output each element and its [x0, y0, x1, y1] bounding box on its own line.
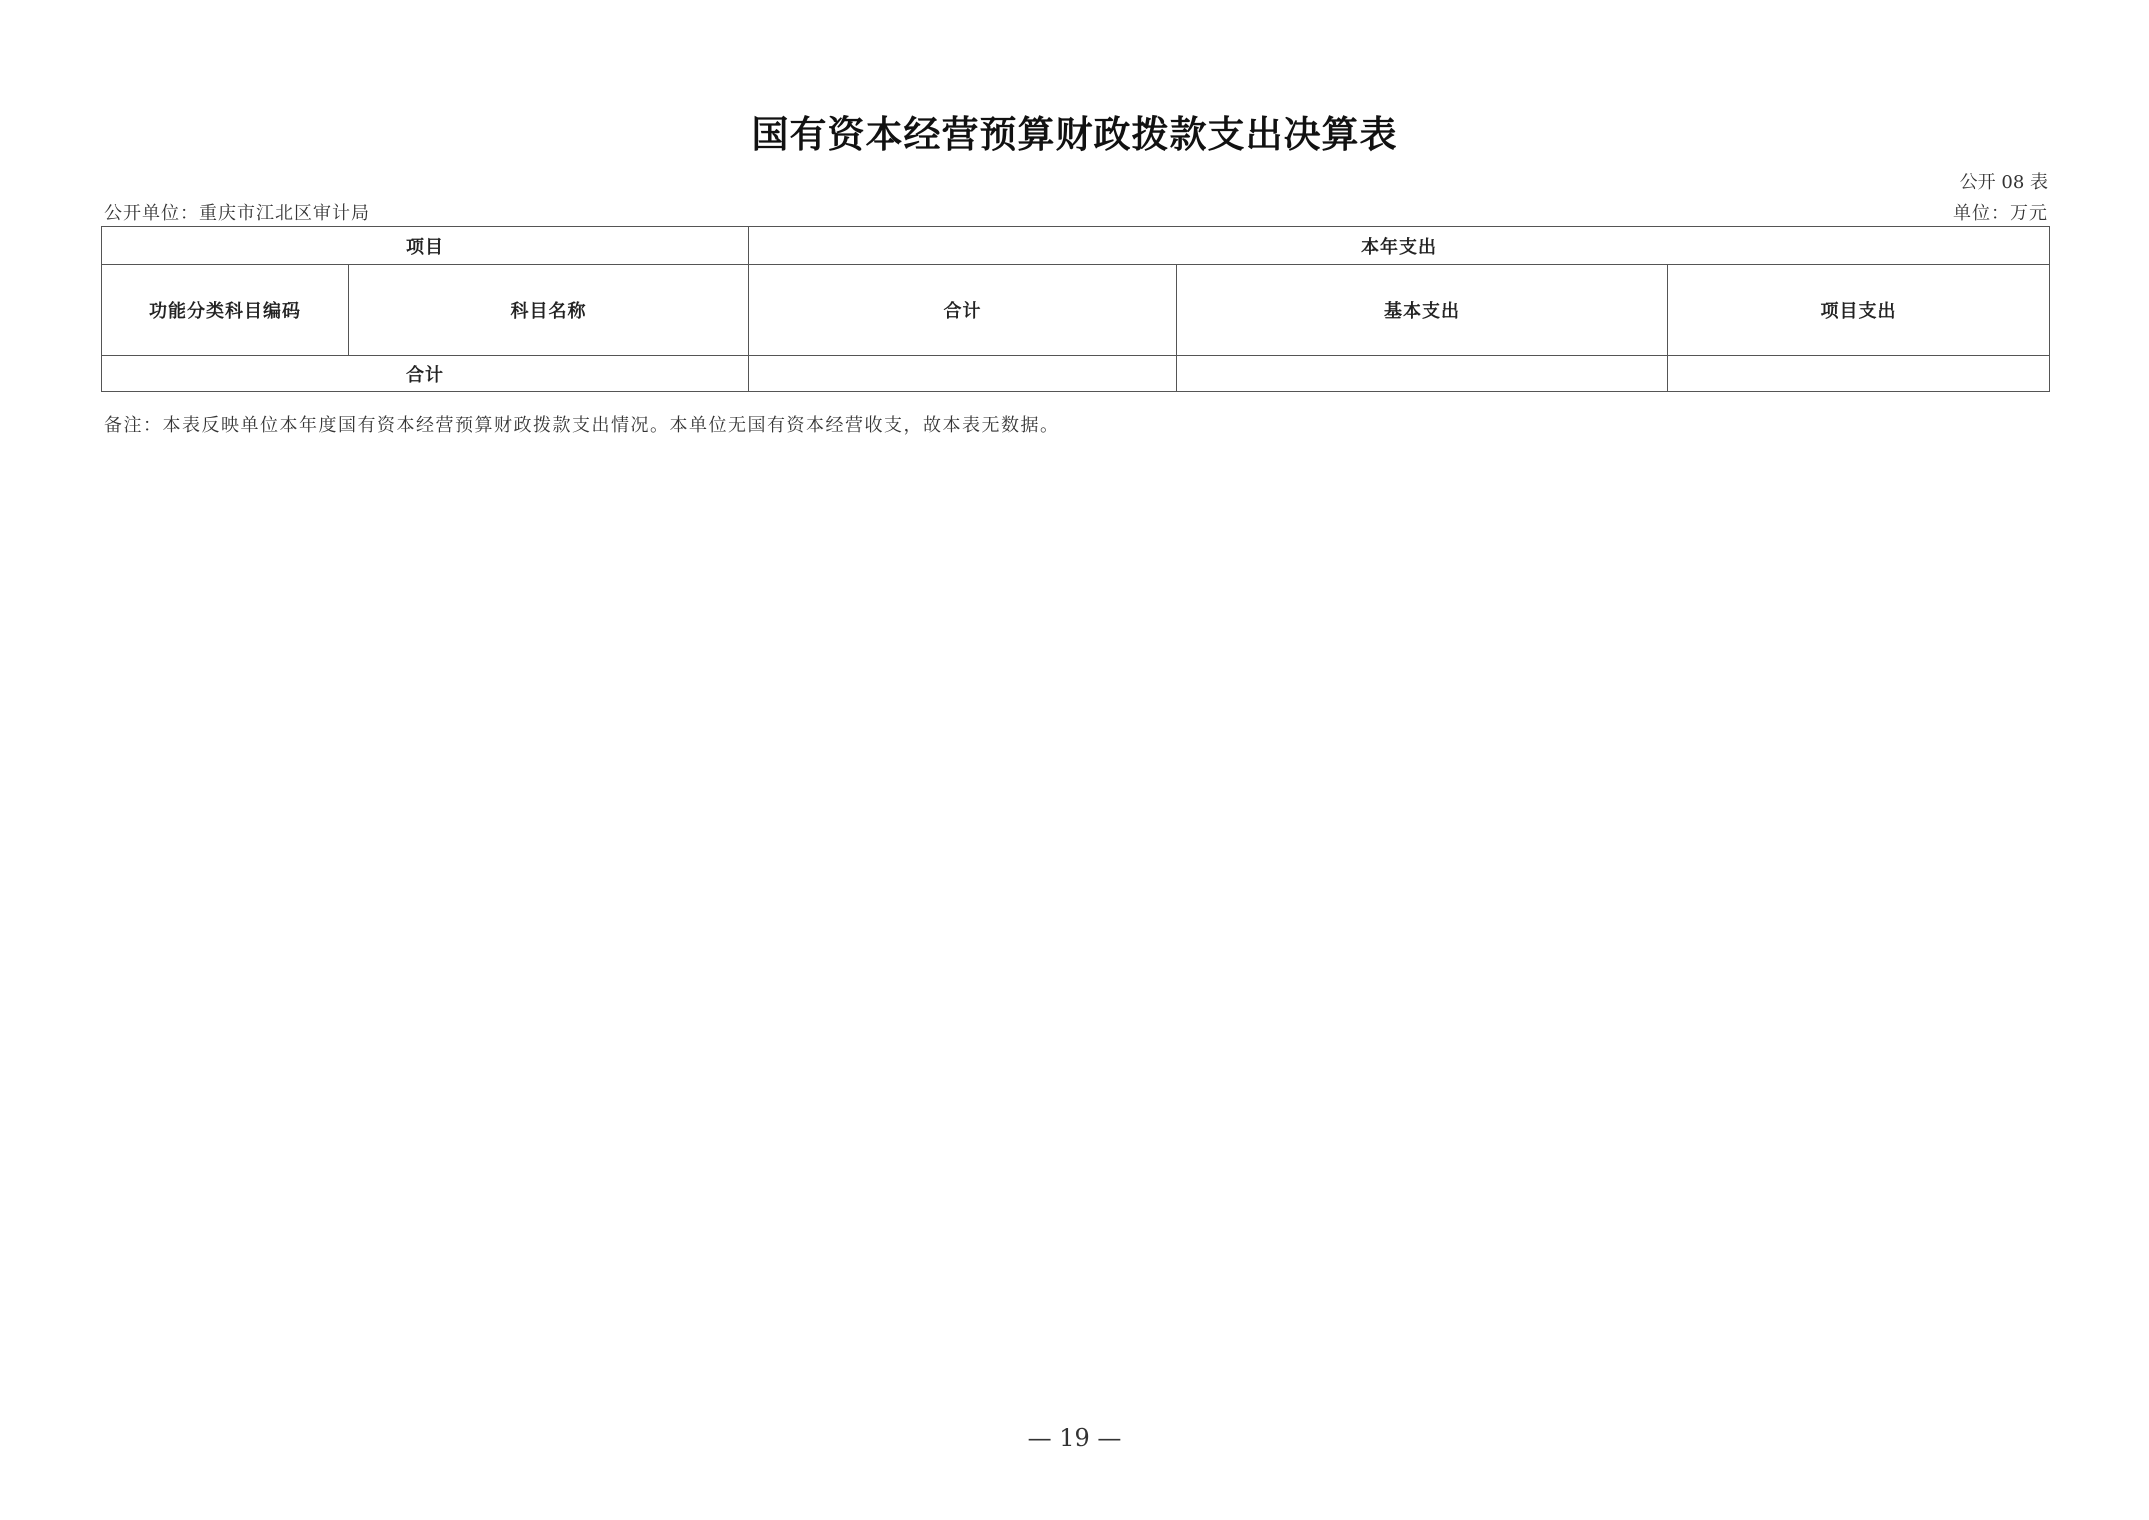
- column-header-name: 科目名称: [349, 265, 749, 356]
- page-number: — 19 —: [1027, 1424, 1122, 1452]
- table-column-row: [102, 265, 2050, 356]
- column-header-project: 项目支出: [1668, 265, 2050, 356]
- table-header-row: [102, 227, 2050, 265]
- expenditure-table: [101, 226, 2050, 392]
- page-title: 国有资本经营预算财政拨款支出决算表: [751, 113, 1398, 156]
- reporting-unit: 公开单位：重庆市江北区审计局: [104, 203, 370, 224]
- currency-unit: 单位：万元: [1953, 203, 2048, 224]
- column-header-total: 合计: [749, 265, 1177, 356]
- column-header-basic: 基本支出: [1177, 265, 1668, 356]
- header-expense-cell: 本年支出: [749, 227, 2050, 265]
- table-number: 公开 08 表: [1959, 172, 2048, 193]
- total-label-cell: 合计: [102, 356, 749, 392]
- header-item-cell: 项目: [102, 227, 749, 265]
- table-note: 备注：本表反映单位本年度国有资本经营预算财政拨款支出情况。本单位无国有资本经营收支，故本表无数据。: [104, 415, 1060, 436]
- total-basic-cell: [1177, 356, 1668, 392]
- total-project-cell: [1668, 356, 2050, 392]
- column-header-code: 功能分类科目编码: [102, 265, 349, 356]
- total-sum-cell: [749, 356, 1177, 392]
- table-total-row: [102, 356, 2050, 392]
